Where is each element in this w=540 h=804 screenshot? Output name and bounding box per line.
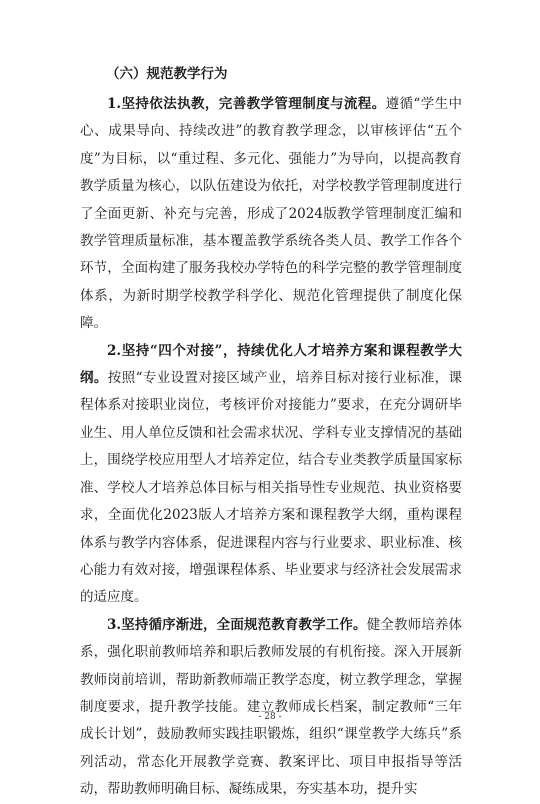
paragraph-2-heading: 2.坚持“四个对接”，持续优化人才培养方案和课程教学大纲。 <box>80 342 462 387</box>
paragraph-1 <box>80 91 462 338</box>
page-number: - 28 - <box>258 712 282 722</box>
paragraph-3-body: 健全教师培养体系，强化职前教师培养和职后教师发展的有机衔接。深入开展新教师岗前培训，帮助新教师端正教学态度，树立教学理念，掌握制度要求，提升教学技能。建立教师成长档案，制定教师“三年成长计划”，鼓励教师实践挂职锻炼，组织“课堂教学大练兵”系列活动，常态化开展教学竞赛、教案评比、项目申报指导等活动，帮助教师明确目标、凝练成果，夯实基本功，提升实 <box>80 616 463 798</box>
section-title: （六）规范教学行为 <box>106 66 228 82</box>
paragraph-3 <box>80 612 462 804</box>
paragraph-1-body: 遵循“学生中心、成果导向、持续改进”的教育教学理念，以审核评估“五个度”为目标，以“重过程、多元化、强能力”为导向，以提高教育教学质量为核心，以队伍建设为依托，对学校教学管理制度进行了全面更新、补充与完善，形成了2024版教学管理制度汇编和教学管理质量标准，基本覆盖教学系统各类人员、教学工作各个环节，全面构建了服务我校办学特色的科学完整的教学管理制度体系，为新时期学校教学科学化、规范化管理提供了制度化保障。 <box>80 96 462 332</box>
paragraph-1-heading: 1.坚持依法执教，完善教学管理制度与流程。 <box>107 96 386 112</box>
paragraph-2 <box>80 338 462 612</box>
paragraph-2-body: 按照“专业设置对接区域产业，培养目标对接行业标准，课程体系对接职业岗位，考核评价对接能力”要求，在充分调研毕业生、用人单位反馈和社会需求状况、学科专业支撑情况的基础上，围绕学校应用型人才培养定位，结合专业类教学质量国家标准、学校人才培养总体目标与相关指导性专业规范、执业资格要求，全面优化2023版人才培养方案和课程教学大纲，重构课程体系与教学内容体系，促进课程内容与行业要求、职业标准、核心能力有效对接，增强课程体系、毕业要求与经济社会发展需求的适应度。 <box>80 370 463 606</box>
document-page <box>80 62 462 804</box>
paragraph-3-heading: 3.坚持循序渐进，全面规范教育教学工作。 <box>107 616 367 633</box>
